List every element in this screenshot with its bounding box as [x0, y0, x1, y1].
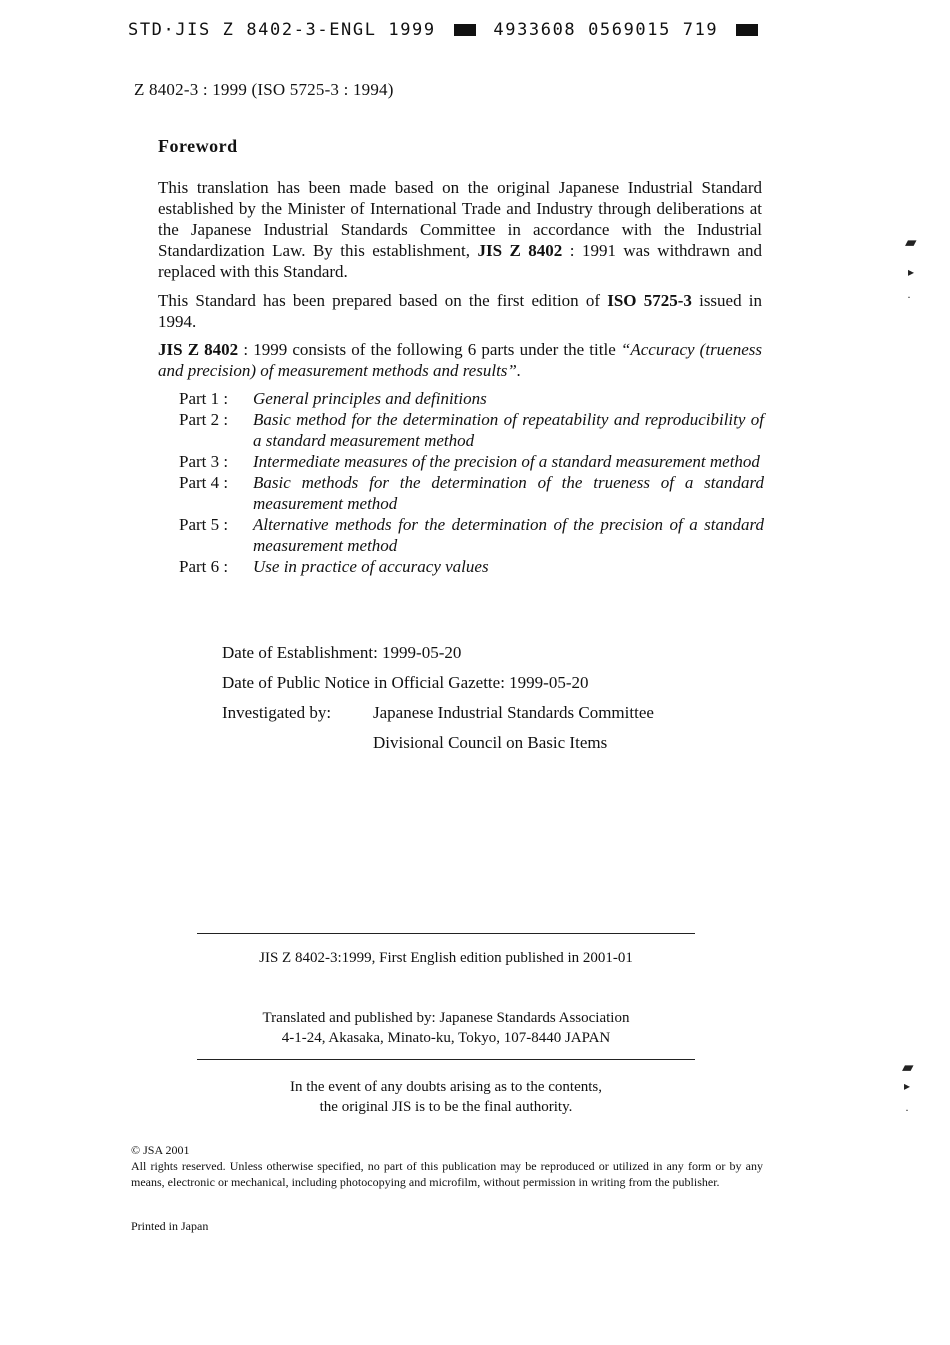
scan-mark: · [905, 1103, 909, 1117]
part-title: Use in practice of accuracy values [253, 557, 489, 576]
authority-note [197, 1077, 695, 1117]
authority-line: In the event of any doubts arising as to the contents, [289, 1079, 602, 1095]
copyright-notice [131, 1142, 763, 1190]
rights-statement: All rights reserved. Unless otherwise specified, no part of this publication may be reproduced or utilized in any form or by any means, electronic or mechanical, including photocopying and microfilm, without permission in writing from the publisher. [131, 1159, 763, 1189]
foreword-heading: Foreword [158, 136, 238, 156]
standard-ref: JIS Z 8402 [158, 340, 239, 359]
part-title: Alternative methods for the determination of the precision of a standard measurement method [253, 515, 764, 555]
scan-mark: ▸ [908, 265, 915, 279]
paragraph-text: This Standard has been prepared based on the first edition of [158, 291, 601, 310]
standard-ref: JIS Z 8402 [477, 241, 563, 260]
foreword-paragraph-3 [158, 339, 762, 381]
paragraph-text: : 1999 consists of the following 6 parts under the title [243, 340, 616, 359]
public-notice-date: Date of Public Notice in Official Gazette: 1999-05-20 [222, 673, 589, 692]
investigating-committee: Japanese Industrial Standards Committee [373, 703, 654, 722]
part-title: General principles and definitions [253, 389, 487, 408]
standard-ref: ISO 5725-3 [607, 291, 692, 310]
publisher-info [197, 1008, 695, 1048]
establishment-date: Date of Establishment: 1999-05-20 [222, 643, 462, 662]
redaction-block [736, 24, 758, 36]
list-item [179, 472, 764, 514]
investigated-label: Investigated by: [222, 703, 332, 722]
publisher-address: 4-1-24, Akasaka, Minato-ku, Tokyo, 107-8440 JAPAN [281, 1030, 611, 1046]
list-item [179, 556, 764, 577]
series-title: “Accuracy (trueness and precision) of measurement methods and results”. [158, 340, 763, 380]
paragraph-text: issued in 1994. [158, 291, 763, 331]
part-label: Part 3 : [179, 452, 229, 471]
part-label: Part 1 : [179, 389, 229, 408]
copyright-symbol-line: © JSA 2001 [131, 1143, 190, 1157]
publisher-line: Translated and published by: Japanese Standards Association [262, 1010, 630, 1026]
document-code-line [128, 20, 764, 40]
foreword-paragraph-2 [158, 290, 762, 332]
paragraph-text: This translation has been made based on the original Japanese Industrial Standard established by the Minister of International Trade and Industry through deliberations at the Japanese Industrial Standards Committee in accordance with the Industrial Standardization Law. By this establishment, [158, 178, 762, 260]
code-number: 4933608 0569015 719 [493, 20, 719, 40]
divider [197, 1059, 695, 1060]
foreword-paragraph-1 [158, 177, 762, 282]
divider [197, 933, 695, 934]
code-prefix: STD·JIS Z 8402-3-ENGL 1999 [128, 20, 436, 40]
parts-list [179, 388, 764, 577]
edition-note: JIS Z 8402-3:1999, First English edition published in 2001-01 [259, 950, 633, 966]
scan-mark: · [907, 290, 911, 304]
scan-mark: ▸ [904, 1079, 911, 1093]
list-item [179, 451, 764, 472]
list-item [179, 514, 764, 556]
part-title: Intermediate measures of the precision of a standard measurement method [253, 452, 760, 471]
part-label: Part 4 : [179, 473, 229, 492]
investigated-by [222, 698, 654, 728]
part-label: Part 5 : [179, 515, 229, 534]
part-title: Basic method for the determination of repeatability and reproducibility of a standard measurement method [253, 410, 764, 450]
scan-mark: ▰ [902, 1060, 914, 1076]
establishment-info [222, 638, 654, 758]
part-label: Part 6 : [179, 557, 229, 576]
part-title: Basic methods for the determination of the trueness of a standard measurement method [253, 473, 764, 513]
scan-mark: ▰ [905, 235, 917, 251]
redaction-block [454, 24, 476, 36]
authority-line: the original JIS is to be the final authority. [319, 1099, 573, 1115]
list-item [179, 409, 764, 451]
printed-in: Printed in Japan [131, 1219, 209, 1233]
investigating-council: Divisional Council on Basic Items [373, 733, 608, 752]
part-label: Part 2 : [179, 410, 229, 429]
list-item [179, 388, 764, 409]
document-reference: Z 8402-3 : 1999 (ISO 5725-3 : 1994) [134, 80, 394, 99]
paragraph-text: : 1991 was withdrawn and replaced with this Standard. [158, 241, 763, 281]
